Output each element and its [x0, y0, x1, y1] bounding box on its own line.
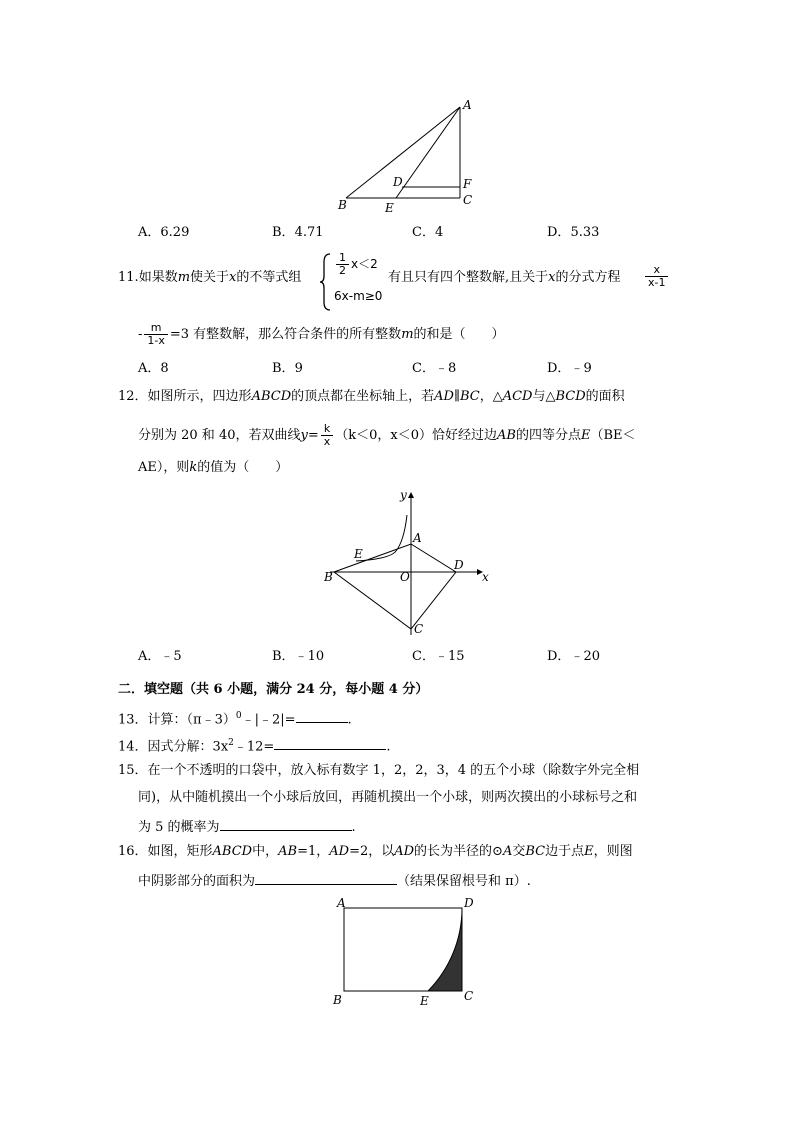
q12-line1: 12．如图所示，四边形ABCD的顶点都在坐标轴上，若AD∥BC，△ACD与△BCD的面积	[118, 389, 625, 404]
q11-brace	[320, 252, 332, 312]
q16-rectangle-figure	[330, 894, 480, 1009]
q12-line3: AE），则k的值为（ ）	[138, 460, 289, 475]
quadrilateral-abcd	[334, 544, 456, 629]
label-y: y	[400, 488, 407, 502]
label-c: C	[463, 193, 473, 207]
q12-coordinate-figure	[320, 485, 500, 640]
label-a: A	[413, 531, 422, 545]
answer-blank[interactable]	[274, 735, 386, 750]
q16-line2: 中阴影部分的面积为 （结果保留根号和 π）.	[138, 870, 531, 891]
q10-triangle-figure	[330, 95, 490, 215]
q15-line2: 同)，从中随机摸出一个小球后放回，再随机摸出一个小球，则两次摸出的小球标号之和	[138, 790, 638, 805]
hyperbola	[356, 515, 407, 561]
q14: 14．因式分解：$3x^2﹣12=$ .	[118, 734, 390, 756]
label-c: C	[464, 989, 474, 1003]
option-d: D．﹣20	[547, 649, 600, 664]
answer-blank[interactable]	[255, 870, 397, 885]
q16-line1: 16．如图，矩形ABCD中，AB=1，AD=2，以AD的长为半径的⊙A交BC边于点E，则图	[118, 844, 633, 859]
option-a: A．6.29	[138, 225, 190, 240]
label-e: E	[420, 994, 429, 1008]
label-b: B	[333, 993, 342, 1007]
q11-fraction-1: $\frac{x}{x-1}$	[643, 264, 670, 289]
option-a: A．8	[138, 361, 169, 376]
option-b: B．4.71	[272, 225, 324, 240]
label-b: B	[338, 198, 347, 212]
label-o: O	[400, 570, 410, 584]
answer-blank[interactable]	[220, 816, 352, 831]
label-b: B	[324, 570, 333, 584]
q11-line1-start: 11.如果数m使关于x的不等式组	[118, 270, 302, 285]
q13: 13．计算：（π﹣3）$^0$﹣|﹣2|= .	[118, 707, 352, 729]
label-d: D	[393, 175, 403, 189]
option-d: D．5.33	[547, 225, 600, 240]
q11-line1-end: 有且只有四个整数解,且关于x的分式方程	[388, 270, 621, 285]
option-a: A．﹣5	[138, 649, 182, 664]
label-a: A	[463, 98, 472, 112]
shaded-region	[428, 908, 462, 991]
option-c: C．﹣8	[412, 361, 457, 376]
label-x: x	[482, 570, 489, 584]
line-ae	[396, 107, 460, 198]
label-c: C	[414, 622, 424, 636]
label-d: D	[464, 896, 474, 910]
label-e: E	[354, 547, 363, 561]
q11-line2: - $\frac{m}{1-x}$ =3 有整数解，那么符合条件的所有整数m的和是（ ）	[138, 321, 505, 347]
q15-line1: 15．在一个不透明的口袋中，放入标有数字 1，2，2，3，4 的五个小球（除数字外完全相	[118, 763, 640, 778]
label-f: F	[463, 177, 472, 191]
q15-line3: 为 5 的概率为 .	[138, 816, 356, 837]
section-title: 二．填空题（共 6 小题，满分 24 分，每小题 4 分）	[118, 682, 429, 697]
answer-blank[interactable]	[296, 708, 348, 723]
label-d: D	[454, 558, 464, 572]
option-b: B．9	[272, 361, 303, 376]
q12-line2: 分别为 20 和 40，若双曲线y= $\frac{k}{x}$ （k＜0，x＜0）恰好经过边AB的四等分点E（BE＜	[138, 422, 636, 448]
q11-inequality-1: $\frac{1}{2}$ x＜2	[334, 252, 378, 277]
line-ba	[346, 107, 460, 198]
label-a: A	[337, 896, 346, 910]
label-e: E	[385, 201, 394, 215]
option-d: D．﹣9	[547, 361, 592, 376]
q11-inequality-2: 6x-m≥0	[334, 289, 383, 303]
option-c: C．4	[412, 225, 444, 240]
option-b: B．﹣10	[272, 649, 325, 664]
option-c: C．﹣15	[412, 649, 465, 664]
